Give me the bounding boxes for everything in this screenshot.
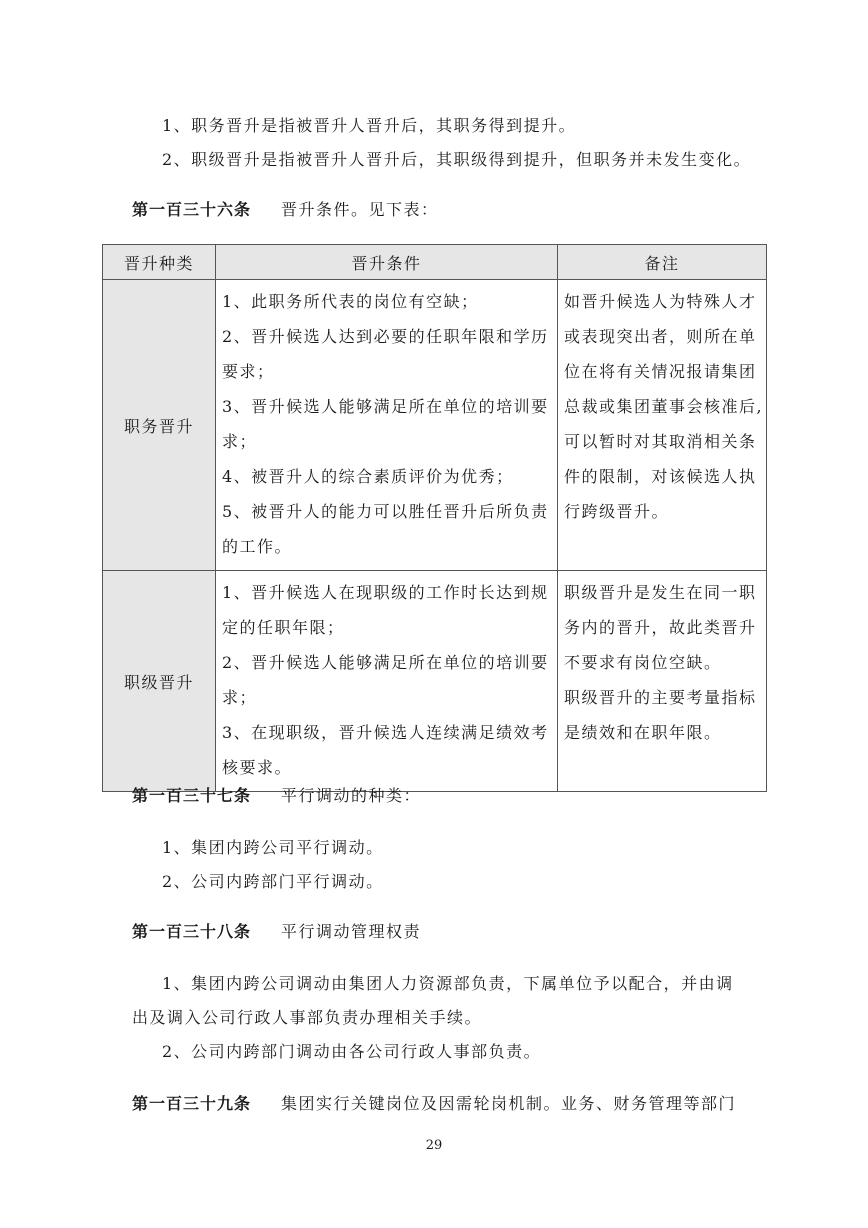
remark-line: 或表现突出者，则所在单 [564,327,757,346]
condition-line: 要求； [222,362,275,381]
article-137 [132,786,421,806]
condition-line: 1、晋升候选人在现职级的工作时长达到规 [222,583,549,602]
transfer-type-1: 1、集团内跨公司平行调动。 [162,838,384,857]
row-remarks [558,571,767,792]
remark-line: 是绩效和在职年限。 [564,723,722,742]
condition-line: 2、晋升候选人能够满足所在单位的培训要 [222,653,549,672]
row-conditions [216,571,558,792]
condition-line: 求； [222,432,258,451]
article-137-number: 第一百三十七条 [132,786,252,805]
condition-line: 求； [222,688,258,707]
article-136-number: 第一百三十六条 [132,200,252,219]
remark-line: 职级晋升是发生在同一职 [564,583,757,602]
promotion-conditions-table [102,244,767,792]
table-row [103,280,767,571]
article-136 [132,200,439,220]
row-type-grade-promotion: 职级晋升 [103,571,216,792]
article-136-text: 晋升条件。见下表： [281,200,439,219]
header-promotion-type: 晋升种类 [103,245,216,280]
remark-line: 职级晋升的主要考量指标 [564,688,757,707]
article-139 [132,1094,736,1114]
intro-item-1: 1、职务晋升是指被晋升人晋升后，其职务得到提升。 [162,116,577,135]
condition-line: 的工作。 [222,537,293,556]
article-137-text: 平行调动的种类： [281,786,422,805]
article-138-number: 第一百三十八条 [132,922,252,941]
row-conditions [216,280,558,571]
condition-line: 2、晋升候选人达到必要的任职年限和学历 [222,327,549,346]
remark-line: 如晋升候选人为特殊人才 [564,292,757,311]
transfer-type-2: 2、公司内跨部门平行调动。 [162,872,384,891]
remark-line: 件的限制，对该候选人执 [564,467,757,486]
page-number: 29 [425,1138,443,1153]
header-promotion-conditions: 晋升条件 [216,245,558,280]
remark-line: 不要求有岗位空缺。 [564,653,722,672]
remark-line: 位在将有关情况报请集团 [564,362,757,381]
remark-line: 行跨级晋升。 [564,502,670,521]
condition-line: 5、被晋升人的能力可以胜任晋升后所负责 [222,502,549,521]
article-138-text: 平行调动管理权责 [281,922,422,941]
table-row [103,571,767,792]
header-remarks: 备注 [558,245,767,280]
row-type-position-promotion: 职务晋升 [103,280,216,571]
responsibility-item-1-line-2: 出及调入公司行政人事部负责办理相关手续。 [132,1008,483,1027]
table-header-row [103,245,767,280]
remark-line: 可以暂时对其取消相关条 [564,432,757,451]
remark-line: 总裁或集团董事会核准后, [564,397,764,416]
condition-line: 核要求。 [222,758,293,777]
article-139-number: 第一百三十九条 [132,1094,252,1113]
row-remarks [558,280,767,571]
remark-line: 务内的晋升，故此类晋升 [564,618,757,637]
responsibility-item-1-line-1: 1、集团内跨公司调动由集团人力资源部负责，下属单位予以配合，并由调 [162,974,734,993]
article-139-text: 集团实行关键岗位及因需轮岗机制。业务、财务管理等部门 [281,1094,737,1113]
condition-line: 3、晋升候选人能够满足所在单位的培训要 [222,397,549,416]
condition-line: 3、在现职级，晋升候选人连续满足绩效考 [222,723,549,742]
article-138 [132,922,421,942]
responsibility-item-2: 2、公司内跨部门调动由各公司行政人事部负责。 [162,1042,542,1061]
condition-line: 1、此职务所代表的岗位有空缺； [222,292,479,311]
intro-item-2: 2、职级晋升是指被晋升人晋升后，其职级得到提升，但职务并未发生变化。 [162,150,752,169]
condition-line: 定的任职年限； [222,618,345,637]
condition-line: 4、被晋升人的综合素质评价为优秀； [222,467,514,486]
